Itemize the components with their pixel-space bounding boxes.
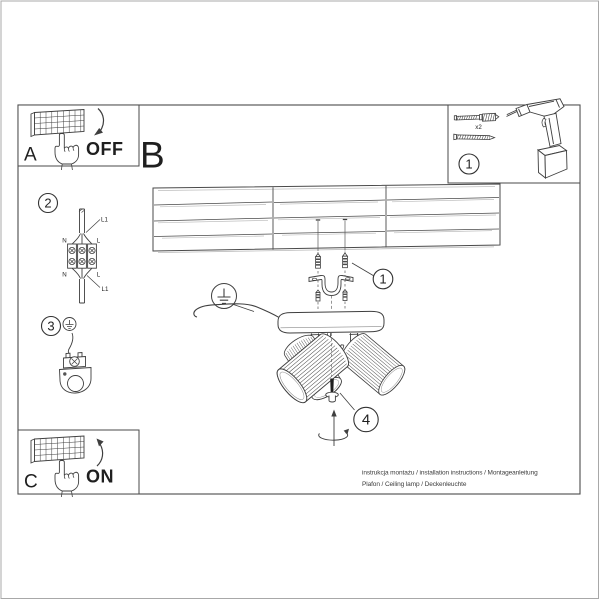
ground-lug-icon <box>64 353 86 369</box>
wire-label-l1-bottom: L1 <box>101 286 109 293</box>
footer-line1: instrukcja montażu / installation instructions / Montageanleitung <box>362 469 538 477</box>
cable-bottom <box>80 279 85 303</box>
fuse-box-icon <box>31 110 84 137</box>
mounting-screw-icon <box>343 253 348 268</box>
off-label: OFF <box>86 139 124 159</box>
step-4-leader <box>340 393 355 410</box>
canopy <box>278 311 384 333</box>
step-4-number: 4 <box>361 411 371 429</box>
ceiling-drawing <box>153 184 500 253</box>
wire-label-l1-top: L1 <box>101 216 108 224</box>
on-label: ON <box>86 466 114 487</box>
panel-a-letter: A <box>24 144 37 166</box>
step-1-leader <box>352 263 373 276</box>
panel-b-letter: B <box>140 134 165 176</box>
panel-c-letter: C <box>24 471 38 493</box>
footer-line2: Plafon / Ceiling lamp / Deckenleuchte <box>362 481 467 488</box>
cable-top <box>80 209 85 233</box>
fuse-box-icon <box>31 436 84 463</box>
lamp-shade-left <box>272 330 353 407</box>
step-1-number-bracket: 1 <box>379 271 387 287</box>
canopy-screw-icon <box>343 290 347 301</box>
bracket-plate-icon <box>60 368 92 394</box>
wire-label-l-top: L <box>96 237 101 245</box>
main-frame <box>18 105 580 494</box>
wire-label-l-bottom: L <box>96 271 101 279</box>
image-border <box>1 1 599 599</box>
wire-label-n-bottom: N <box>62 271 67 279</box>
canopy-screw-icon <box>316 290 320 301</box>
step-3-number: 3 <box>47 318 55 334</box>
mounting-screw-icon <box>316 254 321 269</box>
ground-symbol <box>194 284 279 318</box>
ground-wire <box>68 333 73 353</box>
wires-top <box>72 234 91 244</box>
wire-label-n-top: N <box>62 237 67 245</box>
step-1-number-tools: 1 <box>465 156 473 172</box>
step-2-number: 2 <box>44 195 52 211</box>
lamp-drawing <box>272 296 409 447</box>
screw-qty-label: x2 <box>475 124 482 131</box>
rotation-arrow-icon <box>319 410 349 447</box>
